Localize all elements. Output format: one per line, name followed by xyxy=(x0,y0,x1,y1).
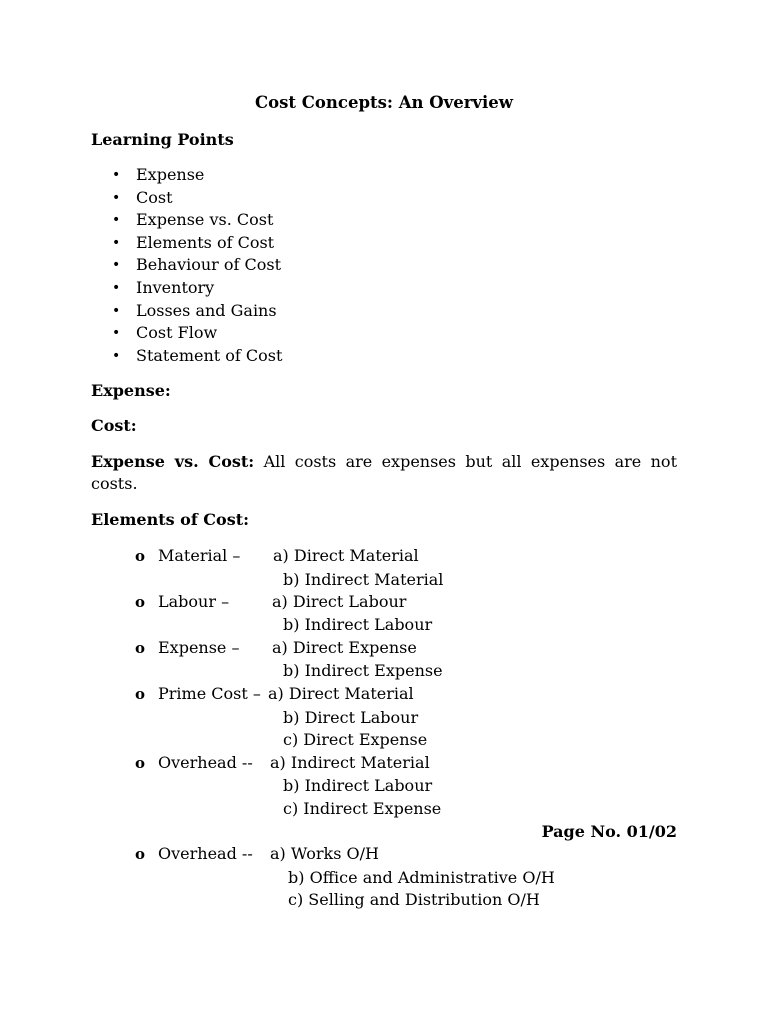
list-marker-icon: o xyxy=(135,845,146,863)
list-item: • Cost Flow xyxy=(112,323,218,343)
element-item: a) Direct Material xyxy=(273,546,419,565)
elements-of-cost-heading: Elements of Cost: xyxy=(91,510,249,529)
element-item: a) Indirect Material xyxy=(270,753,430,772)
page-number: Page No. 01/02 xyxy=(541,822,677,841)
element-group-label: Expense – xyxy=(158,638,240,657)
element-item: b) Indirect Labour xyxy=(283,615,433,634)
bullet-icon: • xyxy=(112,325,121,342)
element-item: a) Direct Labour xyxy=(272,592,407,611)
list-item: • Inventory xyxy=(112,277,215,297)
element-group-label: Overhead -- xyxy=(158,844,253,863)
element-item: b) Direct Labour xyxy=(283,708,419,727)
list-marker-icon: o xyxy=(135,754,146,772)
list-item: • Cost xyxy=(112,187,173,207)
bullet-icon: • xyxy=(112,257,121,274)
list-item: • Expense xyxy=(112,165,205,184)
element-item: a) Direct Material xyxy=(268,684,414,703)
list-marker-icon: o xyxy=(135,639,146,657)
element-group-label: Overhead -- xyxy=(158,753,253,772)
bullet-icon: • xyxy=(112,167,121,183)
bullet-icon: • xyxy=(112,212,121,229)
bullet-icon: • xyxy=(112,189,121,206)
bullet-icon: • xyxy=(112,347,121,364)
list-marker-icon: o xyxy=(135,593,146,611)
bullet-icon: • xyxy=(112,234,121,251)
bullet-icon: • xyxy=(112,279,121,296)
element-item: c) Selling and Distribution O/H xyxy=(288,890,540,909)
document-title: Cost Concepts: An Overview xyxy=(254,93,513,112)
element-item: b) Office and Administrative O/H xyxy=(288,868,555,887)
element-item: b) Indirect Material xyxy=(283,570,444,589)
list-item: • Statement of Cost xyxy=(112,345,283,365)
element-group-label: Material – xyxy=(158,546,241,565)
element-item: b) Indirect Expense xyxy=(283,661,443,680)
element-item: b) Indirect Labour xyxy=(283,776,433,795)
learning-points-heading: Learning Points xyxy=(91,130,234,149)
expense-heading: Expense: xyxy=(91,381,171,400)
list-item: • Behaviour of Cost xyxy=(112,255,282,275)
list-item: • Expense vs. Cost xyxy=(112,210,274,230)
learning-points-list xyxy=(0,165,282,368)
list-marker-icon: o xyxy=(135,547,146,565)
expense-vs-cost-heading: Expense vs. Cost: xyxy=(91,452,255,471)
expense-vs-cost-text: All costs are expenses but all expenses are not costs. xyxy=(91,452,677,493)
element-group-label: Labour – xyxy=(158,592,230,611)
list-item: • Losses and Gains xyxy=(112,300,277,320)
element-item: a) Direct Expense xyxy=(272,638,417,657)
bullet-icon: • xyxy=(112,302,121,319)
list-marker-icon: o xyxy=(135,685,146,703)
list-item: • Elements of Cost xyxy=(112,232,275,252)
expense-vs-cost-paragraph xyxy=(91,451,677,495)
cost-heading: Cost: xyxy=(91,416,137,435)
element-group-label: Prime Cost – xyxy=(158,684,261,703)
element-item: c) Indirect Expense xyxy=(283,799,442,818)
element-item: c) Direct Expense xyxy=(283,730,428,749)
element-item: a) Works O/H xyxy=(270,844,379,863)
